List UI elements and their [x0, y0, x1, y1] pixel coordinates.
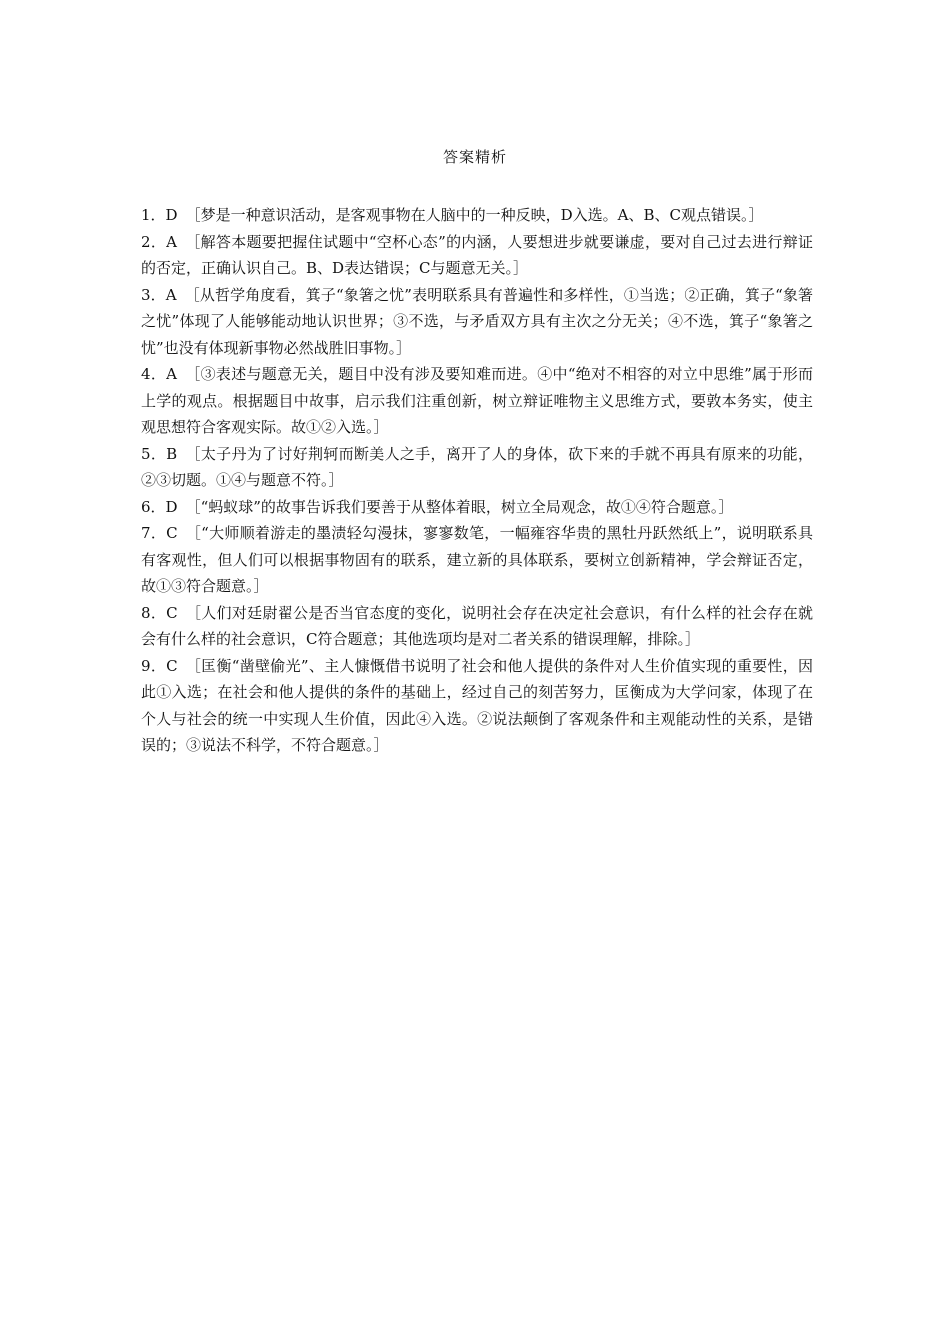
answer-choice: C [166, 656, 178, 675]
answer-choice: D [165, 497, 178, 516]
answer-choice: C [166, 524, 178, 542]
answer-choice: C [166, 603, 178, 622]
answer-item-2 [141, 229, 813, 282]
answer-item-7 [141, 520, 813, 600]
answer-number: 2． [141, 232, 167, 251]
answer-explanation: ［梦是一种意识活动，是客观事物在人脑中的一种反映，D入选。A、B、C观点错误。］ [185, 206, 764, 224]
answer-number: 5． [141, 444, 167, 463]
answer-choice: A [166, 232, 177, 251]
answer-explanation: ［“大师顺着游走的墨渍轻勾漫抹，寥寥数笔，一幅雍容华贵的黑牡丹跃然纸上”，说明联系具有客观性，但人们可以根据事物固有的联系，建立新的具体联系，要树立创新精神，学会辩证否定，故①③符合题意。］ [141, 524, 814, 595]
answer-choice: D [165, 206, 178, 224]
answer-number: 4． [141, 365, 167, 383]
answer-explanation: ［人们对廷尉翟公是否当官态度的变化，说明社会存在决定社会意识，有什么样的社会存在就会有什么样的社会意识，C符合题意；其他选项均是对二者关系的错误理解，排除。］ [141, 603, 813, 648]
answer-choice: A [166, 365, 177, 383]
answer-number: 6． [141, 497, 166, 516]
answer-number: 8． [141, 603, 167, 622]
page-title: 答案精析 [442, 148, 507, 166]
answer-number: 3． [141, 285, 166, 304]
answer-number: 1． [141, 206, 166, 224]
answer-choice: A [165, 285, 177, 304]
answer-number: 9． [141, 656, 167, 675]
answer-list [141, 202, 813, 759]
answer-item-8 [141, 600, 813, 653]
answer-item-6 [141, 494, 813, 521]
answer-explanation: ［③表述与题意无关，题目中没有涉及要知难而进。④中“绝对不相容的对立中思维”属于形而上学的观点。根据题目中故事，启示我们注重创新，树立辩证唯物主义思维方式，要敦本务实，使主观思想符合客观实际。故①②入选。］ [141, 365, 814, 436]
answer-item-3 [141, 282, 813, 362]
answer-item-1 [141, 202, 813, 229]
answer-explanation: ［“蚂蚁球”的故事告诉我们要善于从整体着眼，树立全局观念，故①④符合题意。］ [185, 497, 734, 516]
answer-explanation: ［匡衡“凿壁偷光”、主人慷慨借书说明了社会和他人提供的条件对人生价值实现的重要性，因此①入选；在社会和他人提供的条件的基础上，经过自己的刻苦努力，匡衡成为大学问家，体现了在个人与社会的统一中实现人生价值，因此④入选。②说法颠倒了客观条件和主观能动性的关系，是错误的；③说法不科学，不符合题意。］ [141, 656, 814, 754]
answer-number: 7． [141, 524, 167, 542]
answer-explanation: ［从哲学角度看，箕子“象箸之忧”表明联系具有普遍性和多样性，①当选；②正确，箕子“象箸之忧”体现了人能够能动地认识世界；③不选，与矛盾双方具有主次之分无关；④不选，箕子“象箸之忧”也没有体现新事物必然战胜旧事物。］ [141, 285, 813, 357]
answer-explanation: ［解答本题要把握住试题中“空杯心态”的内涵，人要想进步就要谦虚，要对自己过去进行辩证的否定，正确认识自己。B、D表达错误；C与题意无关。］ [141, 232, 814, 277]
answer-item-4 [141, 361, 813, 441]
answer-item-5 [141, 441, 813, 494]
answer-choice: B [166, 444, 178, 463]
answer-explanation: ［太子丹为了讨好荆轲而断美人之手，离开了人的身体，砍下来的手就不再具有原来的功能，②③切题。①④与题意不符。］ [141, 444, 813, 489]
answer-item-9 [141, 653, 813, 759]
